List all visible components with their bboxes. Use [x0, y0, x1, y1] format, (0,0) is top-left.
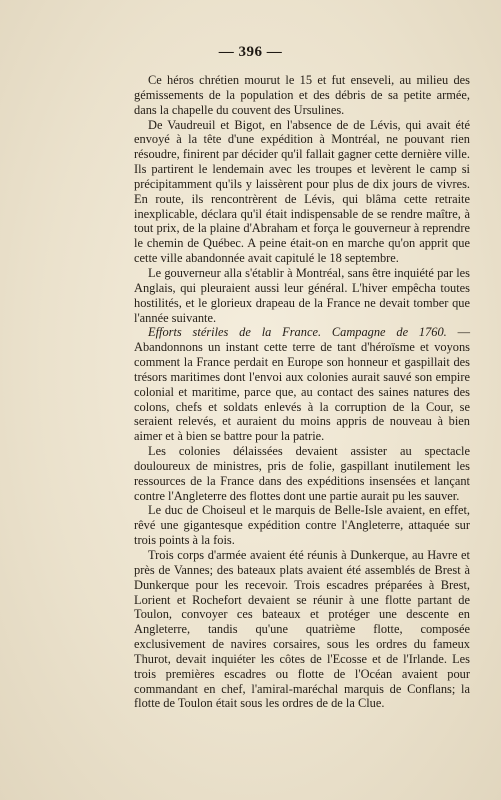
paragraph-text: — Abandonnons un instant cette terre de tant d'héroïsme et voyons comment la France perdait en Europe son honneur et gaspillait des trésors maritimes dont l'envoi aux colonies aurait sauvé son empire colonial et maritime, parce que, au contact des saines natures des colons, chefs et soldats enlevés à la corruption de la Cour, se seraient relevés, et auraient du moins appris de nouveau à bien aimer et à bien se battre pour la patrie. — [134, 325, 470, 444]
paragraph — [134, 325, 470, 444]
paragraph-text: Ce héros chrétien mourut le 15 et fut enseveli, au milieu des gémissements de la population et des débris de sa petite armée, dans la chapelle du couvent des Ursulines. — [134, 73, 470, 117]
paragraph — [134, 266, 470, 325]
page-number: — 396 — — [218, 44, 283, 60]
paragraph — [134, 118, 470, 266]
paragraph-text: Le gouverneur alla s'établir à Montréal, sans être inquiété par les Anglais, qui pleuraient aussi leur général. L'hiver empêcha toutes hostilités, et le glorieux drapeau de la France ne devait tomber que l'année suivante. — [134, 265, 470, 325]
paragraph — [134, 548, 470, 711]
paragraph — [134, 444, 470, 503]
body-text — [134, 73, 470, 711]
paragraph — [134, 503, 470, 548]
paragraph-text: Le duc de Choiseul et le marquis de Belle-Isle avaient, en effet, rêvé une gigantesque expédition contre l'Angleterre, attaquée sur trois points à la fois. — [134, 503, 470, 548]
section-heading: Efforts stériles de la France. Campagne de 1760. — [148, 325, 447, 340]
paragraph-text: Les colonies délaissées devaient assister au spectacle douloureux de ministres, pris de folie, gaspillant inutilement les ressources de la France dans des expéditions insensées et lançant contre l'Angleterre des flottes dont une partie aurait pu les sauver. — [134, 444, 470, 503]
paragraph-text: Trois corps d'armée avaient été réunis à Dunkerque, au Havre et près de Vannes; des bateaux plats avaient été assemblés de Brest à Dunkerque pour les recevoir. Trois escadres préparées à Brest, Lorient et Rochefort devaient se réunir à une flotte partant de Toulon, convoyer ces bateaux et protéger une descente en Angleterre, tandis qu'une quatrième flotte, composée exclusivement de navires corsaires, sous les ordres du fameux Thurot, devait inquiéter les côtes de l'Ecosse et de l'Irlande. Les trois premières escadres ou flotte de l'Océan avaient pour commandant en chef, l'amiral-maréchal marquis de Conflans; la flotte de Toulon était sous les ordres de de la Clue. — [134, 548, 470, 711]
paragraph-text: De Vaudreuil et Bigot, en l'absence de de Lévis, qui avait été envoyé à la tête d'une expédition à Montréal, ne pouvant rien résoudre, finirent par décider qu'il fallait gagner cette dernière ville. Ils partirent le lendemain avec les troupes et levèrent le camp si précipitamment qu'ils y laissèrent pour plus de dix jours de vivres. En route, ils rencontrèrent de Lévis, qui blâma cette retraite inexplicable, déclara qu'il était indispensable de se rendre maître, à tout prix, de la plaine d'Abraham et força le gouverneur à reprendre le chemin de Québec. A peine était-on en marche qu'on apprit que cette ville abandonnée avait capitulé le 18 septembre. — [134, 117, 470, 266]
paragraph — [134, 73, 470, 118]
